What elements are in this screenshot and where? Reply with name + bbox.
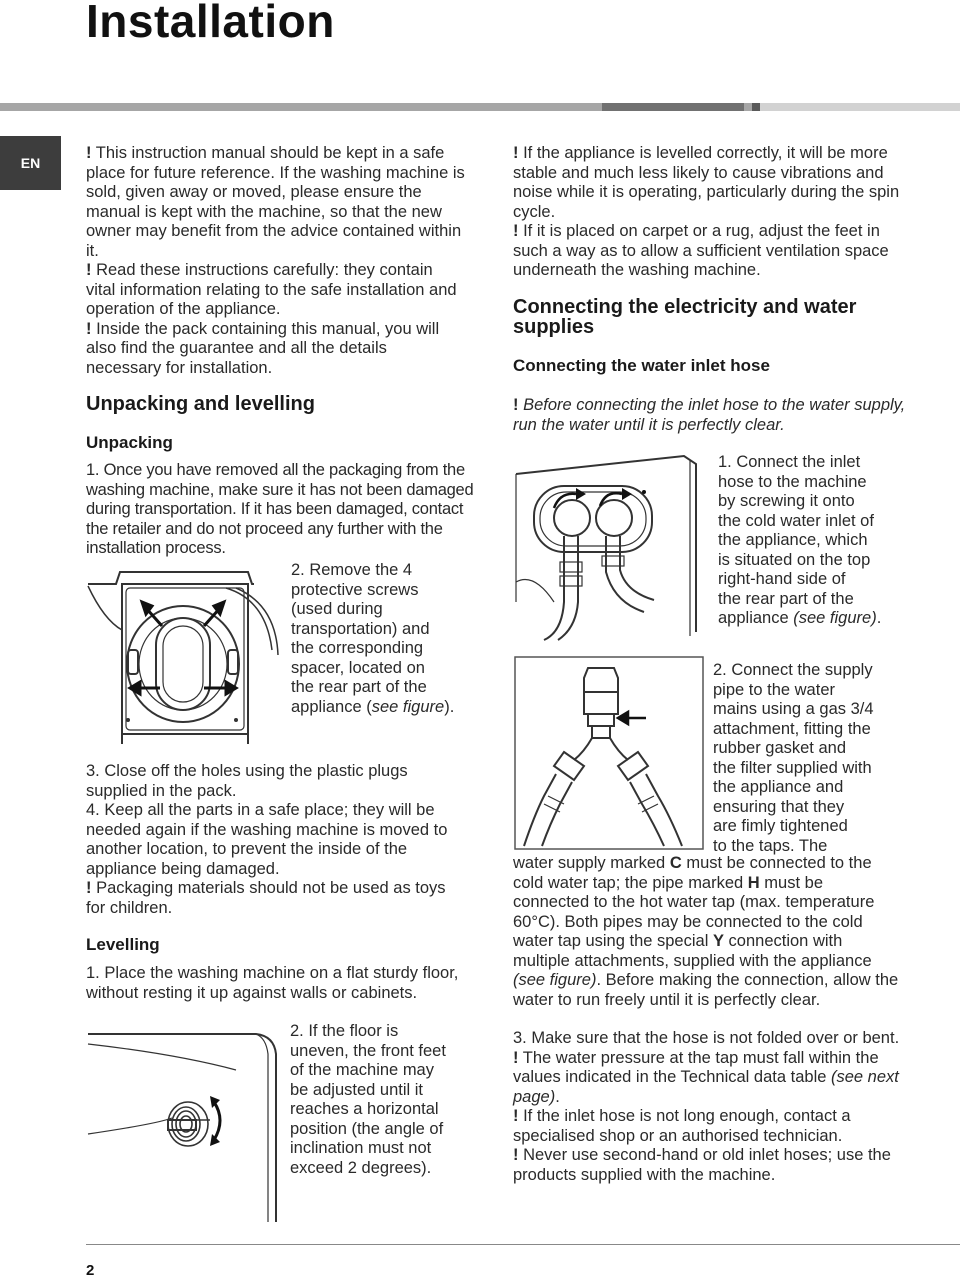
- header-rule-segment: [744, 103, 752, 111]
- right-column-top: [513, 144, 903, 281]
- inlet-step-2-continued: water supply marked C must be connected to the cold water tap; the pipe marked H must be connected to the hot water tap (max. temperature 60°C). Both pipes may be connected to the cold water tap using the special Y connection with multiple attachments, supplied with the appliance (see figure). Before making the connection, allow the water to run freely until it is perfectly clear.: [513, 854, 899, 1009]
- pressure-warning: ! The water pressure at the tap must fall within the values indicated in the Technical data table (see next page).: [513, 1048, 899, 1106]
- levelling-foot-figure: [86, 1024, 282, 1224]
- page-number: 2: [86, 1262, 95, 1279]
- left-column-top: [86, 144, 466, 378]
- left-column-steps: [86, 762, 466, 918]
- inlet-step-3: 3. Make sure that the hose is not folded over or bent.: [513, 1029, 900, 1047]
- subheading-unpacking: Unpacking: [86, 433, 173, 452]
- intro-paragraph: ! This instruction manual should be kept in a safe place for future reference. If the washing machine is sold, given away or moved, please ensure the manual is kept with the machine, so that the new owner may benefit from the advice contained within it.: [86, 144, 465, 260]
- unpacking-step-4: 4. Keep all the parts in a safe place; they will be needed again if the washing machine is moved to another location, to prevent the inside of the appliance being damaged.: [86, 801, 448, 878]
- header-rule-segment: [760, 103, 960, 111]
- hose-length-warning: ! If the inlet hose is not long enough, contact a specialised shop or an authorised technician.: [513, 1107, 851, 1145]
- header-rule-segment: [0, 103, 602, 111]
- inlet-step-2: 2. Connect the supply pipe to the water mains using a gas 3/4 attachment, fitting the rubber gasket and the filter supplied with the appliance and ensuring that they are fimly tightened to the taps. The: [713, 661, 874, 855]
- intro-paragraph: ! Inside the pack containing this manual, you will also find the guarantee and all the details necessary for installation.: [86, 319, 440, 377]
- header-rule-segment: [752, 103, 760, 111]
- unpacking-step-1: 1. Once you have removed all the packaging from the washing machine, make sure it has not been damaged during transportation. If it has been damaged, contact the retailer and do not proceed any further with the installation process.: [86, 461, 474, 557]
- levelling-step-2: 2. If the floor is uneven, the front feet of the machine may be adjusted until it reaches a horizontal position (the angle of inclination must not exceed 2 degrees).: [290, 1022, 446, 1177]
- footer-rule: [86, 1244, 960, 1245]
- y-connector-figure: [514, 656, 704, 850]
- unpacking-step-2: 2. Remove the 4 protective screws (used during transportation) and the corresponding spacer, located on the rear part of the appliance (see figure).: [291, 561, 455, 716]
- page-title: Installation: [86, 0, 335, 47]
- rear-panel-figure: [86, 560, 282, 750]
- section-heading-connecting: Connecting the electricity and water supplies: [513, 296, 857, 338]
- right-column-bottom: [513, 854, 903, 1185]
- subheading-levelling: Levelling: [86, 935, 160, 954]
- header-rule-segment: [602, 103, 744, 111]
- language-tab: EN: [0, 136, 61, 190]
- inlet-hose-figure: [514, 452, 704, 644]
- section-heading-unpacking-levelling: Unpacking and levelling: [86, 393, 315, 415]
- inlet-step-1: 1. Connect the inlet hose to the machine by screwing it onto the cold water inlet of the appliance, which is situated on the top right-hand side of the rear part of the appliance (see figure).: [718, 453, 882, 627]
- levelling-step-1: 1. Place the washing machine on a flat sturdy floor, without resting it up against walls or cabinets.: [86, 964, 459, 1002]
- inlet-warning: ! Before connecting the inlet hose to the water supply, run the water until it is perfectly clear.: [513, 396, 906, 434]
- levelling-carpet-note: ! If it is placed on carpet or a rug, adjust the feet in such a way as to allow a sufficient ventilation space underneath the washing machine.: [513, 222, 889, 279]
- subheading-water-inlet: Connecting the water inlet hose: [513, 356, 770, 375]
- levelling-stability-note: ! If the appliance is levelled correctly, it will be more stable and much less likely to cause vibrations and noise while it is operating, particularly during the spin cycle.: [513, 144, 900, 221]
- packaging-warning: ! Packaging materials should not be used as toys for children.: [86, 879, 446, 917]
- unpacking-step-3: 3. Close off the holes using the plastic plugs supplied in the pack.: [86, 762, 408, 800]
- old-hose-warning: ! Never use second-hand or old inlet hoses; use the products supplied with the machine.: [513, 1146, 891, 1184]
- intro-paragraph: ! Read these instructions carefully: they contain vital information relating to the safe installation and operation of the appliance.: [86, 261, 457, 318]
